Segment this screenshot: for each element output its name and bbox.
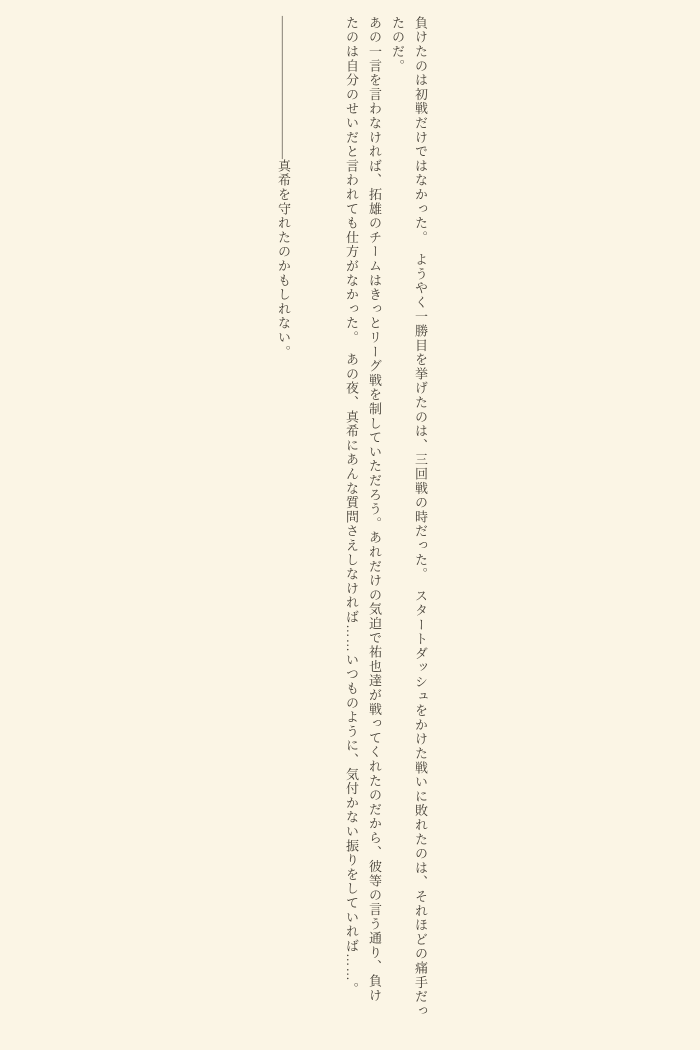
paragraph2-line2: たのは自分のせいだと言われても仕方がなかった。 あの夜、真希にあんな質問さえしなければ……いつものように、気付かない振りをしていれば……。 <box>344 16 359 997</box>
paragraph3-text: 真希を守れたのかもしれない。 <box>276 159 291 360</box>
paragraph1-line1: 負けたのは初戦だけではなかった。 ようやく一勝目を挙げたのは、三回戦の時だった。 スタートダッシュをかけた戦いに敗れたのは、それほどの痛手だっ <box>413 16 428 1019</box>
em-dash-rule: ――――――――――― <box>276 16 291 159</box>
vertical-text-block <box>272 16 432 1046</box>
paragraph3-line <box>272 16 295 1046</box>
paragraph2-line1: あの一言を言わなければ、拓雄のチームはきっとリーグ戦を制していただろう。あれだけの気迫で祐也達が戦ってくれたのだから、彼等の言う通り、負け <box>367 16 382 1003</box>
paragraph1-line2: たのだ。 <box>390 16 405 74</box>
